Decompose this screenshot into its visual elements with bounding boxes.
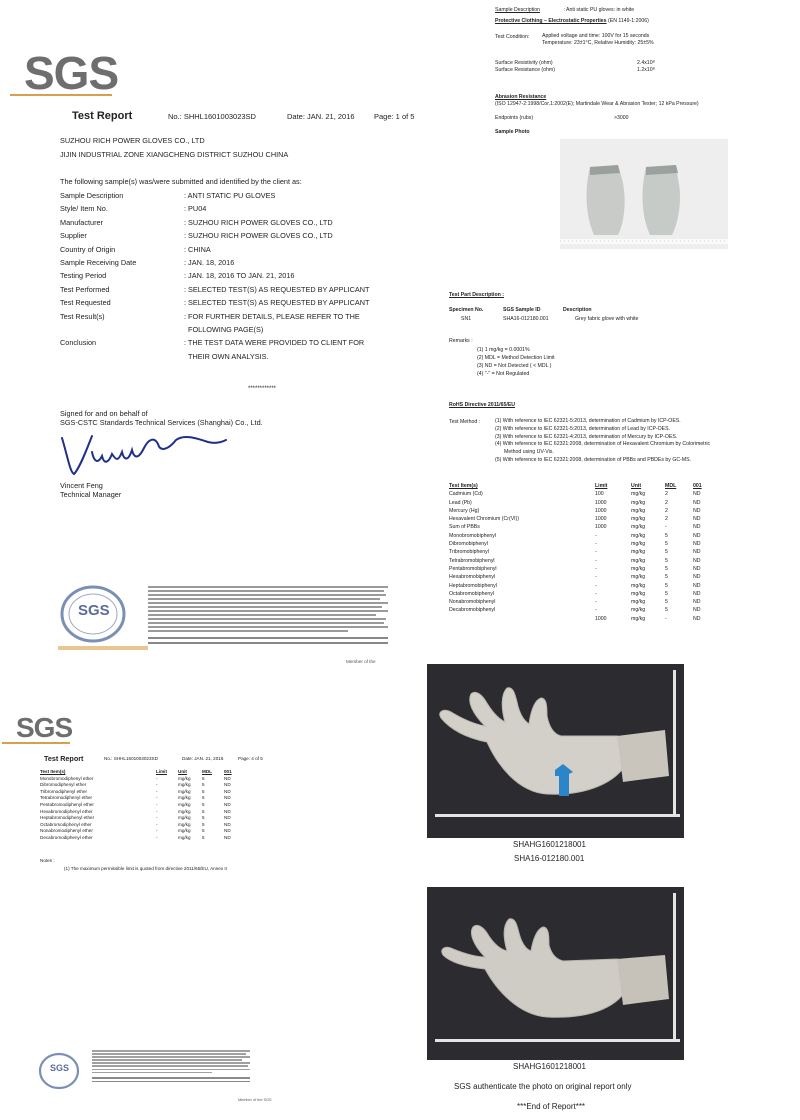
glove-photo-bottom — [427, 887, 684, 1060]
test-condition-label: Test Condition: — [495, 34, 530, 40]
report-date: Date: JAN. 21, 2016 — [182, 756, 224, 761]
test-condition: Applied voltage and time: 100V for 15 seconds Temperature: 23±1°C, Relative Humidity: 25±5% — [542, 33, 654, 46]
test-method-item: Method using UV-Vis. — [504, 449, 554, 456]
report-number: No.: SHHL1601003023SD — [168, 112, 256, 121]
test-method-item: (4) With reference to IEC 62321:2008, determination of Hexavalent Chromium by Colorimetric — [495, 441, 711, 448]
seal-text: SGS — [50, 1063, 70, 1073]
signature-graphic — [58, 428, 228, 480]
footer-fineprint — [148, 586, 392, 644]
note-item: (1) The maximum permissible limit is quoted from directive 2011/65/EU, Annex II — [64, 866, 227, 871]
field-row: Testing Period : JAN. 18, 2016 TO JAN. 21, 2016 — [60, 271, 295, 281]
rohs-title: RoHS Directive 2011/65/EU — [449, 402, 516, 408]
table-row: Heptabromodiphenyl ether - mg/kg 5 ND — [40, 815, 231, 821]
sample-fields — [60, 189, 420, 363]
sample-photo — [560, 139, 728, 249]
table-row: 1000 mg/kg - ND — [595, 615, 701, 622]
test-method-item: (1) With reference to IEC 62321-5:2013, determination of Cadmium by ICP-OES. — [495, 418, 681, 424]
test-method-item: (5) With reference to IEC 62321:2008, determination of PBBs and PBDEs by GC-MS. — [495, 456, 692, 463]
report-number: No.: SHHL1601003023SD — [104, 756, 158, 761]
pbde-results-table — [40, 769, 232, 842]
photo-caption-2: SHAHG1601218001 — [513, 1062, 586, 1071]
remarks-label: Remarks : — [449, 338, 473, 344]
part-row: SN1 SHA16-012180.001 Grey fabric glove with white — [461, 316, 639, 322]
photo-authenticity-note: SGS authenticate the photo on original report only — [454, 1082, 632, 1091]
field-row: THEIR OWN ANALYSIS. — [188, 351, 269, 361]
table-row: Tetrabromodiphenyl ether - mg/kg 5 ND — [40, 795, 231, 801]
resistivity-values: 2.4x10⁸ 1.2x10⁸ — [637, 60, 655, 73]
table-row: Mercury (Hg) 1000 mg/kg 2 ND — [449, 507, 701, 514]
notes-label: Notes : — [40, 858, 55, 863]
sample-description: Sample Description : Anti static PU gloves: in white — [495, 7, 635, 13]
report-date: Date: JAN. 21, 2016 — [287, 112, 355, 121]
field-row: Style/ Item No. : PU04 — [60, 204, 207, 214]
sgs-logo: SGS — [24, 47, 119, 99]
client-address: JIJIN INDUSTRIAL ZONE XIANGCHENG DISTRICT SUZHOU CHINA — [60, 150, 289, 159]
table-row: Nonabromobiphenyl - mg/kg 5 ND — [449, 599, 701, 606]
field-row: Test Requested : SELECTED TEST(S) AS REQUESTED BY APPLICANT — [60, 298, 370, 308]
protective-title: Protective Clothing – Electrostatic Properties (EN 1149-1:2006) — [495, 18, 649, 24]
table-row: Tribromobiphenyl - mg/kg 5 ND — [449, 549, 701, 556]
page-number: Page: 4 of 5 — [238, 756, 263, 761]
table-header-row: Test Item(s) Limit Unit MDL 001 — [40, 769, 232, 774]
field-row: Country of Origin : CHINA — [60, 244, 211, 254]
field-row: Sample Receiving Date : JAN. 18, 2016 — [60, 258, 235, 268]
table-row: Pentabromobiphenyl - mg/kg 5 ND — [449, 565, 701, 572]
seal-text: SGS — [78, 602, 110, 619]
report-title: Test Report — [44, 754, 84, 763]
end-of-report: ***End of Report*** — [517, 1102, 586, 1111]
sample-photo-label: Sample Photo — [495, 129, 530, 135]
resistivity-label: Surface Resistivity (ohm) Surface Resistance (ohm) — [495, 60, 555, 73]
client-name: SUZHOU RICH POWER GLOVES CO., LTD — [60, 136, 205, 145]
photo-caption-1: SHAHG1601218001 — [513, 840, 586, 849]
table-row: Decabromodiphenyl ether - mg/kg 5 ND — [40, 834, 231, 840]
intro-text: The following sample(s) was/were submitted and identified by the client as: — [60, 177, 302, 186]
signed-on-behalf: Signed for and on behalf of — [60, 409, 148, 418]
field-row: Test Result(s) : FOR FURTHER DETAILS, PLEASE REFER TO THE — [60, 311, 360, 321]
endpoints-label: Endpoints (rubs) — [495, 115, 534, 121]
rohs-results-table — [449, 482, 702, 623]
glove-photo-top — [427, 664, 684, 838]
footer-accent-line — [58, 646, 148, 650]
endpoints-value: >3000 — [614, 115, 629, 121]
table-row: Pentabromodiphenyl ether - mg/kg 5 ND — [40, 801, 231, 807]
signer-title: Technical Manager — [60, 490, 122, 499]
table-row: Dibromobiphenyl - mg/kg 5 ND — [449, 541, 701, 548]
signer-name: Vincent Feng — [60, 481, 103, 490]
test-method-item: (2) With reference to IEC 62321-5:2013, determination of Lead by ICP-OES. — [495, 425, 671, 432]
stars-separator: ************ — [248, 386, 277, 392]
table-row: Lead (Pb) 1000 mg/kg 2 ND — [449, 499, 701, 506]
field-row: Supplier : SUZHOU RICH POWER GLOVES CO., LTD — [60, 231, 333, 241]
remarks-list — [477, 346, 555, 378]
test-method-label: Test Method : — [449, 419, 481, 425]
part-header: Specimen No. SGS Sample ID Description — [449, 307, 592, 313]
table-header-row: Test Item(s) Limit Unit MDL 001 — [449, 483, 702, 489]
table-row: Tetrabromobiphenyl - mg/kg 5 ND — [449, 557, 701, 564]
table-row: Dibromodiphenyl ether - mg/kg 5 ND — [40, 782, 231, 788]
test-part-title: Test Part Description : — [449, 292, 504, 298]
glove-image — [427, 664, 684, 838]
field-row: Manufacturer : SUZHOU RICH POWER GLOVES CO., LTD — [60, 217, 333, 227]
remark-item: (1) 1 mg/kg = 0.0001% — [477, 347, 530, 353]
table-row: Heptabromobiphenyl - mg/kg 5 ND — [449, 582, 701, 589]
remark-item: (3) ND = Not Detected ( < MDL ) — [477, 363, 552, 369]
page-number: Page: 1 of 5 — [374, 112, 415, 121]
table-row: Octabromobiphenyl - mg/kg 5 ND — [449, 590, 701, 597]
remark-item: (2) MDL = Method Detection Limit — [477, 355, 555, 361]
table-row: Sum of PBBs 1000 mg/kg - ND — [449, 524, 701, 531]
test-method-item: (3) With reference to IEC 62321-4:2013, determination of Mercury by ICP-OES. — [495, 433, 678, 440]
table-row: Cadmium (Cd) 100 mg/kg 2 ND — [449, 491, 701, 498]
table-row: Nonabromodiphenyl ether - mg/kg 5 ND — [40, 828, 231, 834]
signing-company: SGS-CSTC Standards Technical Services (Shanghai) Co., Ltd. — [60, 418, 263, 427]
table-row: Monobromobiphenyl - mg/kg 5 ND — [449, 532, 701, 539]
member-of-text: Member of the — [346, 659, 376, 664]
field-row: Conclusion : THE TEST DATA WERE PROVIDED TO CLIENT FOR — [60, 338, 365, 348]
remark-item: (4) "-" = Not Regulated — [477, 371, 530, 377]
field-row: Sample Description : ANTI STATIC PU GLOVES — [60, 191, 276, 200]
table-row: Hexavalent Chromium (Cr(VI)) 1000 mg/kg 2 ND — [449, 516, 701, 523]
photo-caption-1b: SHA16-012180.001 — [514, 854, 585, 863]
member-of-text: Member of the SGS — [238, 1098, 272, 1102]
footer-fineprint — [92, 1050, 252, 1082]
gloves-image — [560, 139, 728, 249]
sgs-logo: SGS — [16, 712, 73, 743]
table-row: Monobromodiphenyl ether - mg/kg 5 ND — [40, 775, 231, 781]
table-row: Hexabromobiphenyl - mg/kg 5 ND — [449, 574, 701, 581]
field-row: Test Performed : SELECTED TEST(S) AS REQUESTED BY APPLICANT — [60, 284, 370, 294]
table-row: Decabromobiphenyl - mg/kg 5 ND — [449, 607, 701, 614]
glove-image — [427, 887, 684, 1060]
table-row: Octabromodiphenyl ether - mg/kg 5 ND — [40, 821, 231, 827]
table-row: Tribromodiphenyl ether - mg/kg 5 ND — [40, 788, 231, 794]
table-row: Hexabromodiphenyl ether - mg/kg 5 ND — [40, 808, 231, 814]
field-row: FOLLOWING PAGE(S) — [188, 325, 264, 335]
test-methods — [495, 418, 710, 465]
report-title: Test Report — [72, 110, 133, 122]
abrasion-section: Abrasion Resistance (ISO 12947-2:1998/Cor.1:2002(E); Martindale Wear & Abrasion Tester; 12 kPa Pressure) — [495, 94, 699, 107]
